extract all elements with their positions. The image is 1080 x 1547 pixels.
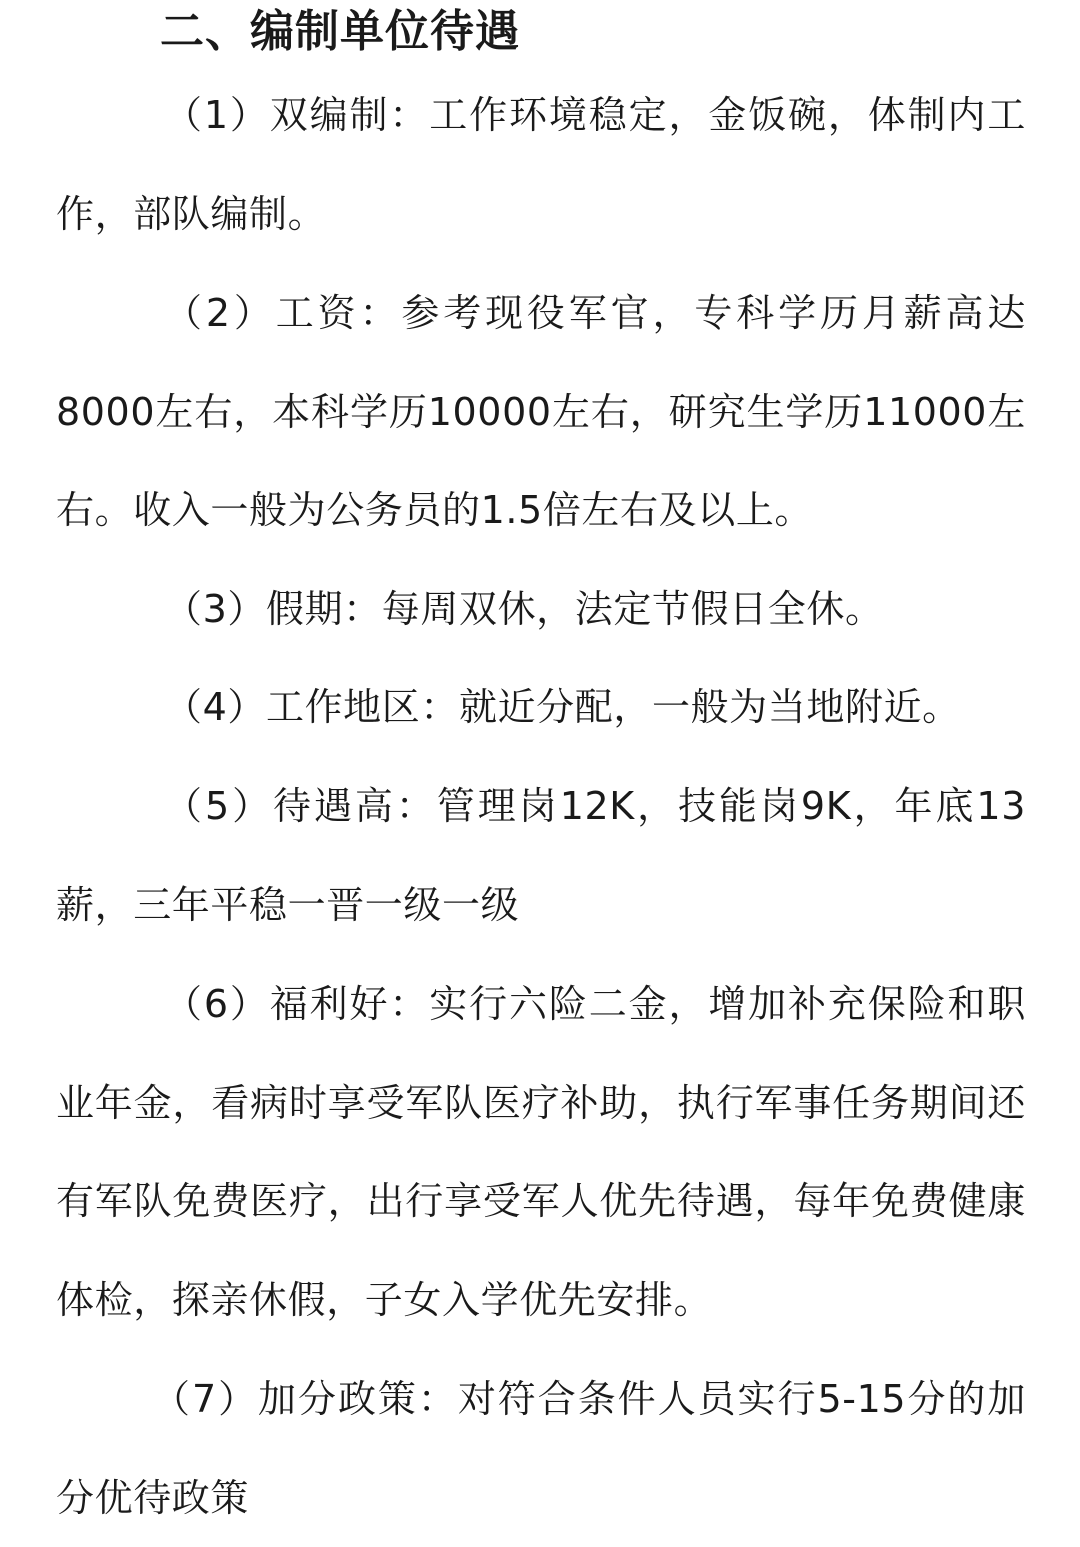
section-heading: 二、编制单位待遇 bbox=[160, 6, 520, 57]
benefit-item-1: （1）双编制：工作环境稳定，金饭碗，体制内工作，部队编制。 bbox=[56, 93, 1026, 236]
benefit-item-3: （3）假期：每周双休，法定节假日全休。 bbox=[164, 587, 884, 631]
benefit-item-6: （6）福利好：实行六险二金，增加补充保险和职业年金，看病时享受军队医疗补助，执行军事任务期间还有军队免费医疗，出行享受军人优先待遇，每年免费健康体检，探亲休假，子女入学优先安排。 bbox=[56, 982, 1026, 1322]
benefit-item-7: （7）加分政策：对符合条件人员实行5-15分的加分优待政策 bbox=[56, 1377, 1026, 1520]
benefit-item-2: （2）工资：参考现役军官，专科学历月薪高达8000左右，本科学历10000左右，研究生学历11000左右。收入一般为公务员的1.5倍左右及以上。 bbox=[56, 291, 1026, 532]
benefit-item-5: （5）待遇高：管理岗12K，技能岗9K，年底13薪，三年平稳一晋一级一级 bbox=[56, 784, 1026, 927]
benefit-item-4: （4）工作地区：就近分配，一般为当地附近。 bbox=[164, 685, 961, 729]
